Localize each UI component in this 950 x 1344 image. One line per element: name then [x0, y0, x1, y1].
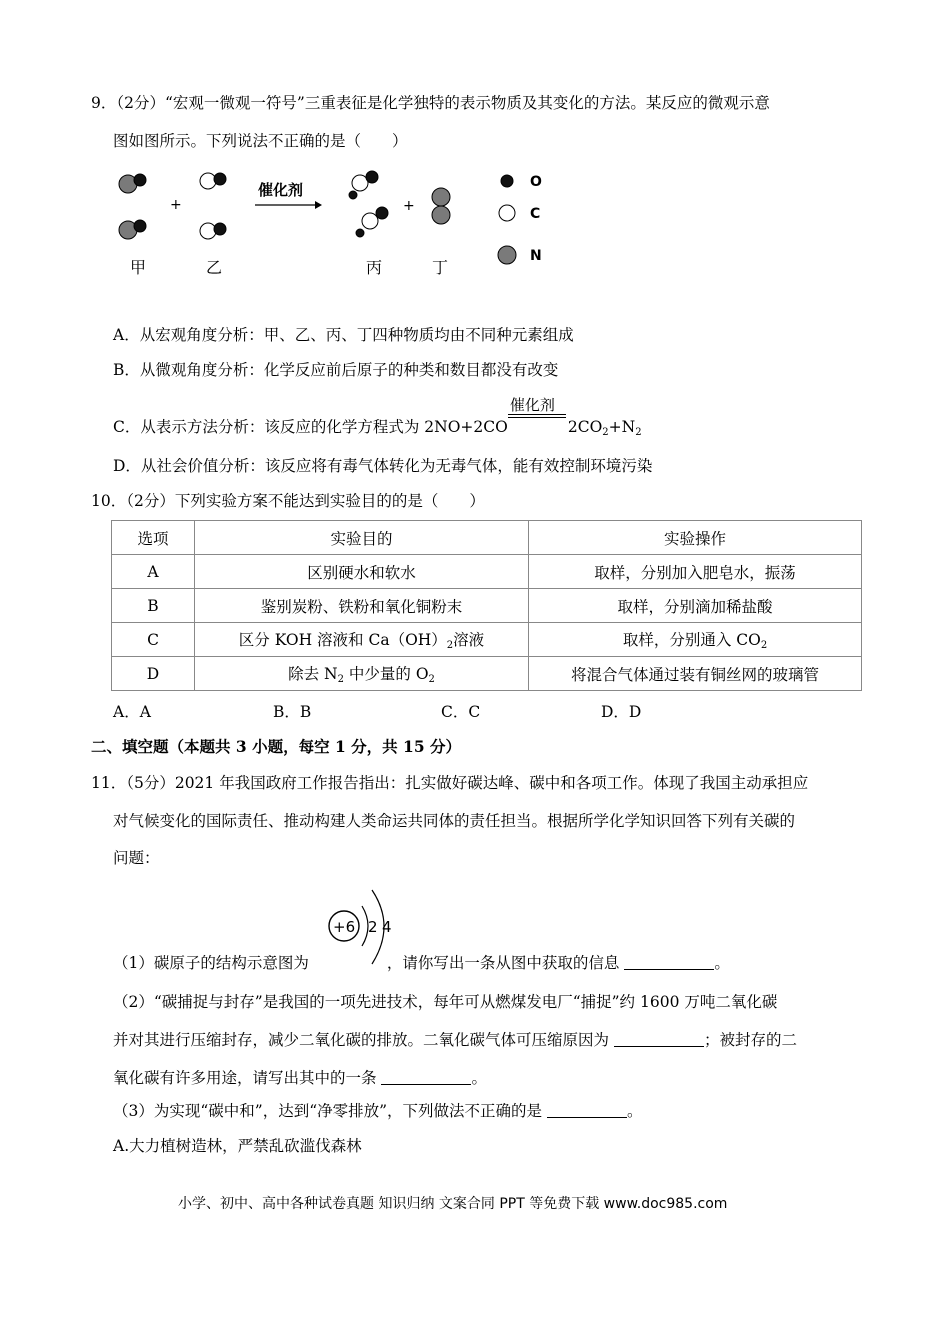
table-row: [112, 555, 862, 589]
nucleus-charge: +6: [333, 918, 356, 936]
table-row: [112, 589, 862, 623]
header-option: 选项: [112, 521, 195, 555]
q9-option-b: B．从微观角度分析：化学反应前后原子的种类和数目都没有改变: [113, 361, 559, 379]
q10-choice-a: A．A: [113, 703, 151, 721]
q11-stem-line2: 对气候变化的国际责任、推动构建人类命运共同体的责任担当。根据所学化学知识回答下列有关碳的: [113, 812, 796, 830]
row-c-option: C: [112, 623, 195, 657]
row-b-option: B: [112, 589, 195, 623]
plus-sign-1: +: [170, 197, 182, 213]
q9-option-d: D．从社会价值分析：该反应将有毒气体转化为无毒气体，能有效控制环境污染: [113, 457, 653, 475]
catalyst-label: 催化剂: [258, 181, 304, 199]
equation-line-2: [508, 417, 566, 418]
row-a-operation: 取样，分别加入肥皂水，振荡: [529, 555, 862, 589]
q9-option-c-product: 2CO: [567, 418, 603, 436]
q11-part2-line3: 氧化碳有许多用途，请写出其中的一条 。: [113, 1069, 487, 1087]
label-yi: 乙: [206, 258, 223, 277]
sub-2a: 2: [602, 427, 609, 438]
molecule-bing-2: [356, 207, 388, 237]
row-c-operation: 取样，分别通入 $CO_2$: [529, 623, 862, 657]
q10-choice-d: D．D: [601, 703, 642, 721]
sub-2b: 2: [635, 427, 642, 438]
legend-oxygen: [501, 174, 542, 190]
table-row: [112, 623, 862, 657]
table-header-row: [112, 521, 862, 555]
molecule-jia-2: [119, 220, 146, 239]
q9-option-c-prefix: C．从表示方法分析：该反应的化学方程式为 2NO+2CO: [113, 418, 508, 436]
row-b-operation: 取样，分别滴加稀盐酸: [529, 589, 862, 623]
q9-stem-line1: 9．（2分）“宏观一微观一符号”三重表征是化学独特的表示物质及其变化的方法。某反应的微观示意: [91, 94, 770, 112]
legend-nitrogen: [498, 246, 542, 264]
page-footer[interactable]: 小学、初中、高中各种试卷真题 知识归纳 文案合同 PPT 等免费下载 www.doc985.com: [178, 1196, 728, 1212]
label-ding: 丁: [432, 258, 449, 277]
molecule-yi-1: [200, 173, 226, 189]
molecule-ding: [432, 188, 450, 224]
answer-blank-1[interactable]: [624, 955, 714, 970]
row-d-option: D: [112, 657, 195, 691]
molecule-jia-1: [119, 174, 146, 193]
reaction-diagram: [110, 165, 570, 285]
molecule-yi-2: [200, 223, 226, 239]
table-row: [112, 657, 862, 691]
q9-option-c: [113, 396, 642, 444]
row-d-purpose: 除去 $N_2$ 中少量的 $O_2$: [195, 657, 529, 691]
q11-part2-line2: 并对其进行压缩封存，减少二氧化碳的排放。二氧化碳气体可压缩原因为 ；被封存的二: [113, 1031, 797, 1049]
svg-text:C: C: [530, 206, 541, 222]
plus-sign-2: +: [403, 198, 415, 214]
answer-blank-2[interactable]: [614, 1032, 704, 1047]
q11-option-a: A.大力植树造林，严禁乱砍滥伐森林: [113, 1137, 362, 1155]
q9-option-a: A．从宏观角度分析：甲、乙、丙、丁四种物质均由不同种元素组成: [113, 326, 574, 344]
answer-blank-3[interactable]: [381, 1070, 471, 1085]
row-b-purpose: 鉴别炭粉、铁粉和氧化铜粉末: [195, 589, 529, 623]
q10-stem: 10．（2分）下列实验方案不能达到实验目的的是（ ）: [91, 492, 485, 510]
q11-stem-line1: 11．（5分）2021 年我国政府工作报告指出：扎实做好碳达峰、碳中和各项工作。体现了我国主动承担应: [91, 774, 809, 792]
row-a-option: A: [112, 555, 195, 589]
q9-stem-line2: 图如图所示。下列说法不正确的是（ ）: [113, 132, 408, 150]
q10-choice-c: C．C: [441, 703, 481, 721]
row-a-purpose: 区别硬水和软水: [195, 555, 529, 589]
q11-part2-line1: （2）“碳捕捉与封存”是我国的一项先进技术，每年可从燃煤发电厂“捕捉”约 1600 万吨二氧化碳: [113, 993, 778, 1011]
row-d-operation: 将混合气体通过装有铜丝网的玻璃管: [529, 657, 862, 691]
svg-text:O: O: [530, 174, 542, 190]
answer-blank-4[interactable]: [547, 1103, 627, 1118]
label-jia: 甲: [130, 258, 147, 277]
shell-2-electrons: 4: [382, 918, 392, 936]
q10-choice-b: B．B: [273, 703, 312, 721]
q11-part1: （1）碳原子的结构示意图为 ，请你写出一条从图中获取的信息 。: [113, 954, 730, 972]
label-bing: 丙: [366, 258, 383, 277]
molecule-bing-1: [349, 171, 378, 199]
header-purpose: 实验目的: [195, 521, 529, 555]
q9-option-c-product-b: +N: [608, 418, 636, 436]
catalyst-equation-mark: [508, 396, 568, 432]
q11-part3: （3）为实现“碳中和”，达到“净零排放”，下列做法不正确的是 。: [113, 1102, 643, 1120]
arrow-head: [315, 201, 322, 209]
experiment-table: [111, 520, 862, 691]
section-title: 二、填空题（本题共 3 小题，每空 1 分，共 15 分）: [91, 737, 462, 756]
header-operation: 实验操作: [529, 521, 862, 555]
q11-stem-line3: 问题：: [113, 849, 160, 867]
equation-line-1: [508, 414, 566, 415]
legend-carbon: [499, 205, 540, 222]
svg-text:N: N: [530, 248, 542, 264]
catalyst-equation-label: 催化剂: [509, 396, 555, 414]
shell-1-electrons: 2: [368, 918, 378, 936]
row-c-purpose: 区分 KOH 溶液和 $Ca(OH)_2$溶液: [195, 623, 529, 657]
